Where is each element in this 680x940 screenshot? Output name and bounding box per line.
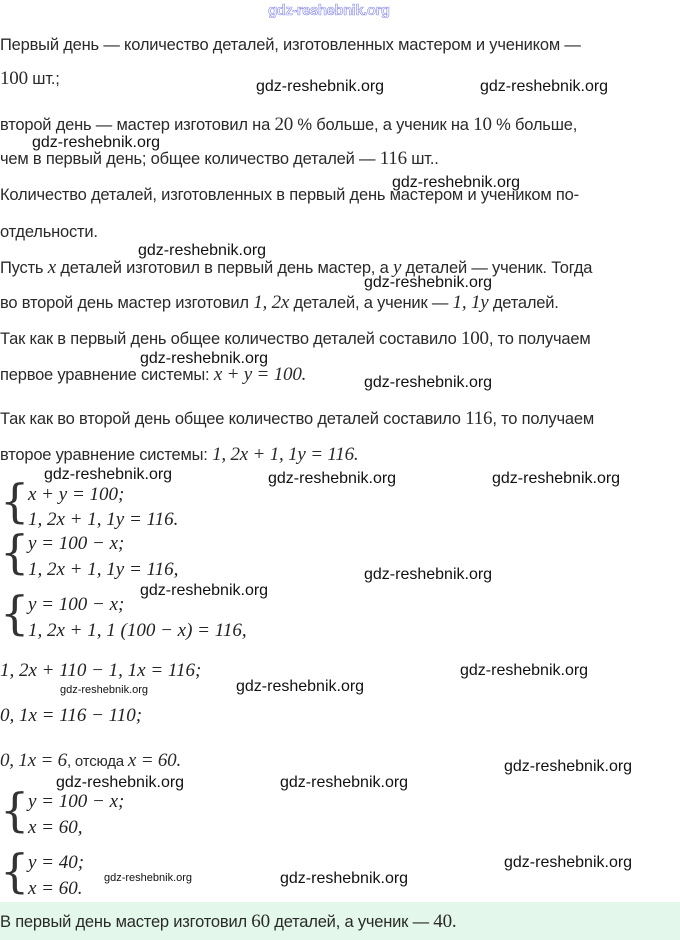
math-expr: 1, 2x — [253, 292, 290, 313]
text-line — [0, 257, 592, 279]
text: , то получаем — [488, 330, 591, 348]
text: деталей, а ученик — — [289, 294, 453, 312]
math-number: 116 — [465, 408, 493, 429]
text-line — [0, 292, 559, 314]
text-line — [0, 328, 590, 350]
system-equation: 1, 2x + 1, 1y = 116, — [28, 559, 179, 580]
math-expr: 1, 2x + 1, 1y = 116. — [212, 444, 359, 465]
math-number: 20 — [274, 114, 294, 135]
system-equation: x = 60, — [28, 817, 83, 838]
text-line: Первый день — количество деталей, изготовленных мастером и учеником — — [0, 36, 581, 54]
watermark: gdz-reshebnik.org — [60, 684, 149, 696]
watermark: gdz-reshebnik.org — [140, 350, 269, 367]
watermark: gdz-reshebnik.org — [392, 174, 521, 191]
watermark: gdz-reshebnik.org — [460, 662, 589, 679]
watermark: gdz-reshebnik.org — [364, 566, 493, 583]
text: чем в первый день; общее количество деталей — — [0, 150, 380, 168]
text-line — [0, 114, 577, 136]
watermark: gdz-reshebnik.org — [492, 470, 621, 487]
math-expr: x + y = 100. — [213, 364, 307, 385]
math-number: 116 — [379, 148, 407, 169]
solution-step — [0, 750, 181, 772]
text: деталей. — [488, 294, 559, 312]
text: второе уравнение системы: — [0, 446, 213, 464]
site-header-logo[interactable]: gdz-reshebnik.org — [268, 2, 390, 19]
system-equation: y = 100 − x; — [28, 533, 125, 554]
math-number: 40. — [433, 911, 457, 932]
math-expr: 0, 1x = 6 — [0, 750, 67, 771]
watermark: gdz-reshebnik.org — [268, 470, 397, 487]
text: шт.; — [27, 70, 60, 88]
watermark: gdz-reshebnik.org — [480, 78, 609, 95]
solution-step: 1, 2x + 110 − 1, 1x = 116; — [0, 660, 202, 681]
text: , отсюда — [66, 753, 128, 770]
math-var: x — [47, 257, 56, 278]
math-number: 100 — [460, 328, 489, 349]
text-line: Количество деталей, изготовленных в первый день мастером и учеником по- — [0, 186, 579, 204]
text: Пусть — [0, 259, 48, 277]
math-number: 60 — [251, 911, 270, 932]
text: первое уравнение системы: — [0, 366, 214, 384]
math-number: 10 — [473, 114, 492, 135]
system-equation: 1, 2x + 1, 1 (100 − x) = 116, — [28, 620, 247, 641]
text: Так как во второй день общее количество деталей составило — [0, 410, 466, 428]
watermark: gdz-reshebnik.org — [256, 78, 385, 95]
text-line — [0, 408, 594, 430]
watermark: gdz-reshebnik.org — [364, 274, 493, 291]
answer-box — [0, 902, 680, 940]
system-equation: x + y = 100; — [28, 484, 125, 505]
watermark: gdz-reshebnik.org — [504, 854, 633, 871]
math-expr: 1, 1y — [452, 292, 489, 313]
watermark: gdz-reshebnik.org — [504, 758, 633, 775]
text: второй день — мастер изготовил на — [0, 116, 275, 134]
system-equation: 1, 2x + 1, 1y = 116. — [28, 509, 179, 530]
math-expr: x = 60. — [127, 750, 182, 771]
system-equation: y = 100 − x; — [28, 594, 125, 615]
watermark: gdz-reshebnik.org — [140, 582, 269, 599]
watermark: gdz-reshebnik.org — [104, 872, 193, 884]
text: деталей, а ученик — — [269, 913, 434, 931]
watermark: gdz-reshebnik.org — [32, 134, 161, 151]
answer-text — [0, 911, 456, 933]
system-equation: y = 100 − x; — [28, 791, 125, 812]
system-brace: { — [0, 474, 30, 528]
text: во второй день мастер изготовил — [0, 294, 254, 312]
system-equation: x = 60. — [28, 878, 83, 899]
text: Так как в первый день общее количество деталей составило — [0, 330, 461, 348]
solution-step: 0, 1x = 116 − 110; — [0, 705, 143, 726]
watermark: gdz-reshebnik.org — [56, 774, 185, 791]
math-var: y — [392, 257, 402, 278]
text: шт.. — [406, 150, 439, 168]
watermark: gdz-reshebnik.org — [138, 242, 267, 259]
text: % больше, а ученик на — [293, 116, 474, 134]
text: , то получаем — [492, 410, 594, 428]
text: % больше, — [491, 116, 578, 134]
system-brace: { — [0, 525, 30, 579]
system-brace: { — [0, 844, 30, 898]
text-line — [0, 444, 358, 466]
text-line — [0, 68, 60, 90]
math-number: 100 — [0, 68, 28, 89]
system-brace: { — [0, 586, 30, 640]
system-brace: { — [0, 783, 30, 837]
system-equation: y = 40; — [28, 852, 85, 873]
watermark: gdz-reshebnik.org — [364, 374, 493, 391]
watermark: gdz-reshebnik.org — [280, 870, 409, 887]
watermark: gdz-reshebnik.org — [280, 774, 409, 791]
text: В первый день мастер изготовил — [0, 913, 252, 931]
text: деталей изготовил в первый день мастер, а — [55, 259, 393, 277]
watermark: gdz-reshebnik.org — [44, 466, 173, 483]
text: деталей — ученик. Тогда — [401, 259, 593, 277]
text-line: отдельности. — [0, 223, 98, 241]
watermark: gdz-reshebnik.org — [236, 678, 365, 695]
